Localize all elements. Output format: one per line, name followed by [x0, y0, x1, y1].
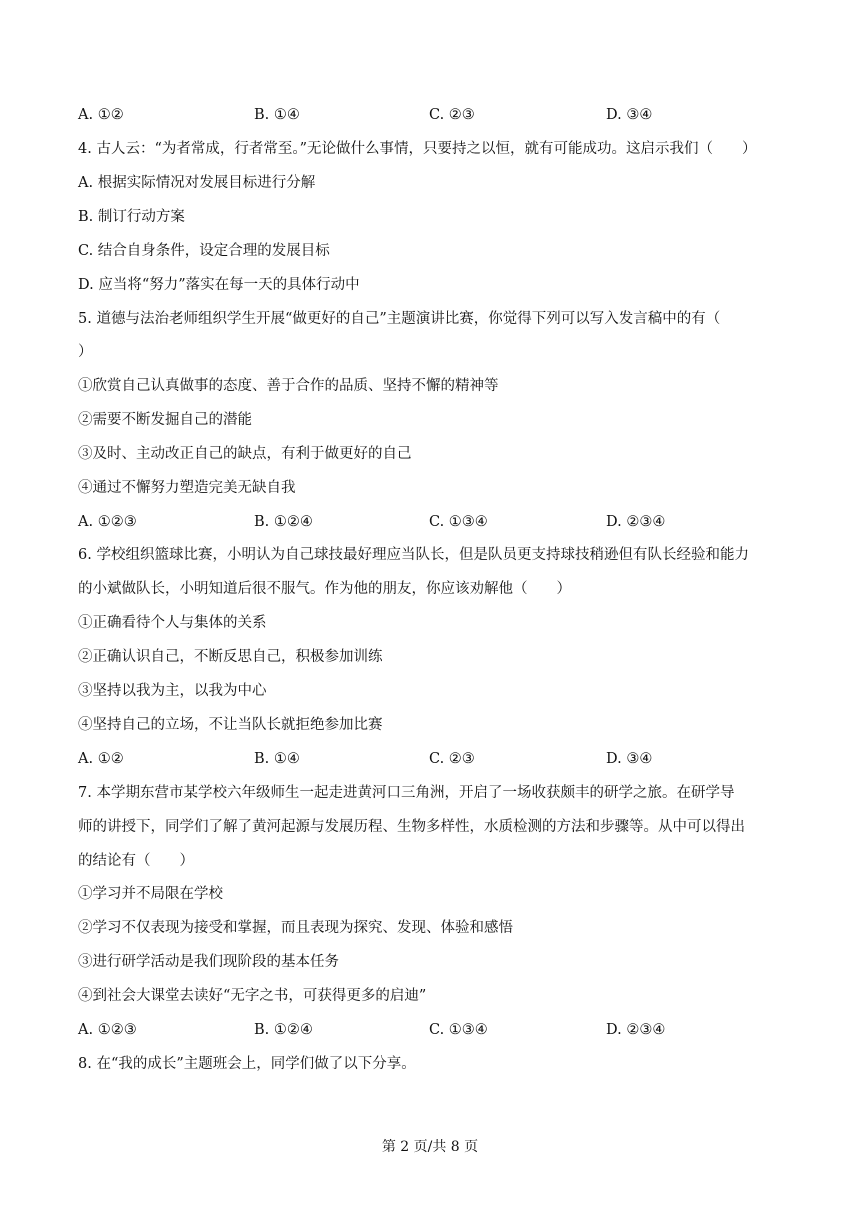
q5-item-3: ③及时、主动改正自己的缺点，有利于做更好的自己 [78, 446, 412, 462]
q6-option-c: C. ②③ [429, 751, 475, 767]
q7-option-a: A. ①②③ [78, 1022, 137, 1038]
q5-stem-line1: 5. 道德与法治老师组织学生开展“做更好的自己”主题演讲比赛，你觉得下列可以写入发言稿中的有（ [78, 311, 721, 327]
q4-stem: 4. 古人云：“为者常成，行者常至。”无论做什么事情，只要持之以恒，就有可能成功。这启示我们（ ） [78, 141, 757, 157]
q7-stem-line2: 师的讲授下，同学们了解了黄河起源与发展历程、生物多样性，水质检测的方法和步骤等。从中可以得出 [78, 819, 745, 835]
q6-stem-line2: 的小斌做队长，小明知道后很不服气。作为他的朋友，你应该劝解他（ ） [78, 581, 571, 597]
q5-option-a: A. ①②③ [78, 514, 137, 530]
q3-option-a: A. ①② [78, 107, 124, 123]
q4-option-a: A. 根据实际情况对发展目标进行分解 [78, 175, 316, 191]
q4-option-d: D. 应当将“努力”落实在每一天的具体行动中 [78, 277, 360, 293]
q7-stem-line3: 的结论有（ ） [78, 853, 194, 869]
q3-option-b: B. ①④ [254, 107, 300, 123]
q6-stem-line1: 6. 学校组织篮球比赛，小明认为自己球技最好理应当队长，但是队员更支持球技稍逊但有队长经验和能力 [78, 547, 749, 563]
q6-option-b: B. ①④ [254, 751, 300, 767]
q5-option-b: B. ①②④ [254, 514, 313, 530]
q8-stem: 8. 在“我的成长”主题班会上，同学们做了以下分享。 [78, 1056, 416, 1072]
q7-item-2: ②学习不仅表现为接受和掌握，而且表现为探究、发现、体验和感悟 [78, 920, 513, 936]
q7-item-4: ④到社会大课堂去读好“无字之书，可获得更多的启迪” [78, 988, 427, 1004]
page-number: 第 2 页/共 8 页 [381, 1139, 479, 1155]
q5-item-4: ④通过不懈努力塑造完美无缺自我 [78, 480, 296, 496]
q6-option-d: D. ③④ [606, 751, 653, 767]
q7-item-3: ③进行研学活动是我们现阶段的基本任务 [78, 954, 339, 970]
q7-option-c: C. ①③④ [429, 1022, 488, 1038]
q6-item-2: ②正确认识自己，不断反思自己，积极参加训练 [78, 649, 383, 665]
q5-option-d: D. ②③④ [606, 514, 666, 530]
q7-stem-line1: 7. 本学期东营市某学校六年级师生一起走进黄河口三角洲，开启了一场收获颇丰的研学之旅。在研学导 [78, 785, 735, 801]
q3-option-c: C. ②③ [429, 107, 475, 123]
q7-option-b: B. ①②④ [254, 1022, 313, 1038]
q7-option-d: D. ②③④ [606, 1022, 666, 1038]
q5-item-2: ②需要不断发掘自己的潜能 [78, 412, 252, 428]
q5-item-1: ①欣赏自己认真做事的态度、善于合作的品质、坚持不懈的精神等 [78, 378, 499, 394]
q6-item-1: ①正确看待个人与集体的关系 [78, 615, 267, 631]
q5-stem-line2: ） [78, 344, 93, 360]
q3-option-d: D. ③④ [606, 107, 653, 123]
q6-item-4: ④坚持自己的立场，不让当队长就拒绝参加比赛 [78, 717, 383, 733]
q4-option-b: B. 制订行动方案 [78, 209, 185, 225]
q4-option-c: C. 结合自身条件，设定合理的发展目标 [78, 243, 330, 259]
q6-option-a: A. ①② [78, 751, 124, 767]
q7-item-1: ①学习并不局限在学校 [78, 886, 223, 902]
q5-option-c: C. ①③④ [429, 514, 488, 530]
q6-item-3: ③坚持以我为主，以我为中心 [78, 683, 267, 699]
